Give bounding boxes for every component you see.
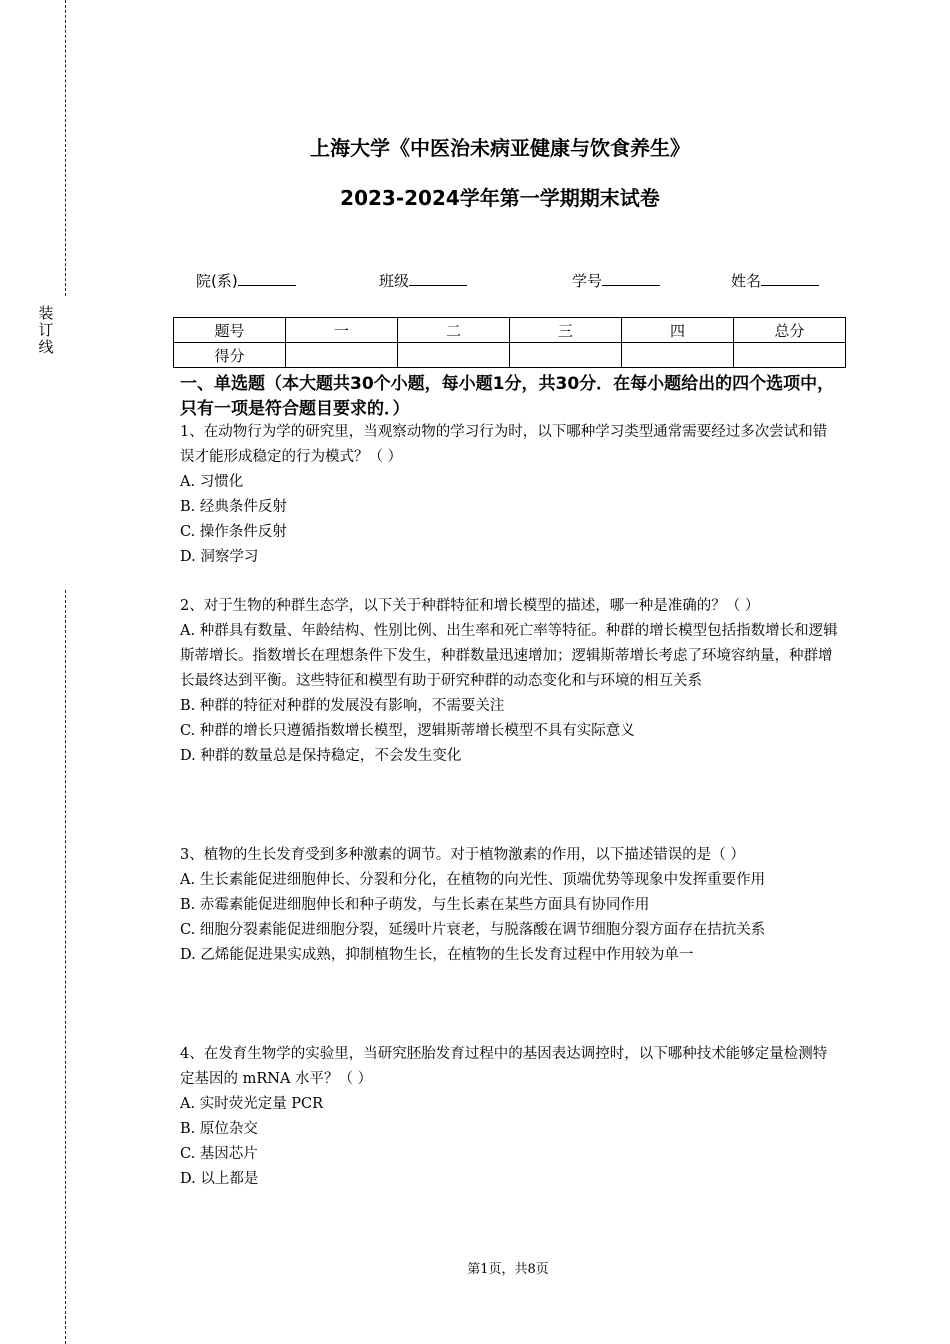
- dept-label: 院(系): [196, 272, 238, 290]
- page-footer: 第1页，共8页: [467, 1262, 549, 1277]
- option-c: C. 种群的增长只遵循指数增长模型，逻辑斯蒂增长模型不具有实际意义: [180, 723, 635, 739]
- binding-line-bottom: [65, 590, 66, 1344]
- question-stem: 4、在发育生物学的实验里，当研究胚胎发育过程中的基因表达调控时，以下哪种技术能够定量检测特定基因的 mRNA 水平？（ ）: [180, 1046, 828, 1087]
- option-a: A. 习惯化: [180, 474, 244, 490]
- option-a: A. 实时荧光定量 PCR: [180, 1096, 324, 1112]
- class-field[interactable]: [379, 270, 467, 291]
- score-header-cell: 三: [510, 318, 622, 343]
- student-id-label: 学号: [572, 272, 603, 290]
- question-stem: 3、植物的生长发育受到多种激素的调节。对于植物激素的作用，以下描述错误的是（ ）: [180, 847, 745, 863]
- name-field[interactable]: [731, 270, 819, 291]
- binding-label: [36, 305, 56, 356]
- binding-char: 线: [38, 338, 54, 356]
- option-d: D. 洞察学习: [180, 549, 259, 565]
- score-header-cell: 二: [398, 318, 510, 343]
- option-b: B. 原位杂交: [180, 1121, 258, 1137]
- name-label: 姓名: [731, 272, 762, 290]
- question-3: [180, 843, 840, 968]
- score-cell[interactable]: [622, 343, 734, 368]
- exam-title: 上海大学《中医治未病亚健康与饮食养生》: [310, 136, 690, 160]
- student-id-field[interactable]: [572, 270, 660, 291]
- exam-subtitle: 2023-2024学年第一学期期末试卷: [340, 186, 660, 210]
- question-4: [180, 1042, 840, 1192]
- score-table-header-row: [174, 318, 846, 343]
- binding-char: 装: [38, 304, 54, 322]
- option-a: A. 种群具有数量、年龄结构、性别比例、出生率和死亡率等特征。种群的增长模型包括指数增长和逻辑斯蒂增长。指数增长在理想条件下发生，种群数量迅速增加；逻辑斯蒂增长考虑了环境容纳量，种群增长最终达到平衡。这些特征和模型有助于研究种群的动态变化和与环境的相互关系: [180, 623, 838, 689]
- score-table: [173, 317, 846, 368]
- score-header-cell: 四: [622, 318, 734, 343]
- question-stem: 2、对于生物的种群生态学，以下关于种群特征和增长模型的描述，哪一种是准确的？（ ）: [180, 598, 760, 614]
- score-cell[interactable]: [734, 343, 846, 368]
- score-header-cell: 总分: [734, 318, 846, 343]
- option-c: C. 细胞分裂素能促进细胞分裂，延缓叶片衰老，与脱落酸在调节细胞分裂方面存在拮抗关系: [180, 922, 766, 938]
- binding-char: 订: [38, 321, 54, 339]
- option-b: B. 经典条件反射: [180, 499, 287, 515]
- question-2: [180, 594, 840, 769]
- class-label: 班级: [379, 272, 410, 290]
- dept-field[interactable]: [196, 270, 296, 291]
- score-cell[interactable]: [398, 343, 510, 368]
- option-b: B. 种群的特征对种群的发展没有影响，不需要关注: [180, 698, 505, 714]
- score-table-score-row: [174, 343, 846, 368]
- section-heading: 一、单选题（本大题共30个小题，每小题1分，共30分．在每小题给出的四个选项中，只有一项是符合题目要求的．）: [180, 374, 835, 419]
- score-row-label: 得分: [174, 343, 286, 368]
- option-d: D. 种群的数量总是保持稳定，不会发生变化: [180, 748, 462, 764]
- option-c: C. 基因芯片: [180, 1146, 258, 1162]
- question-stem: 1、在动物行为学的研究里，当观察动物的学习行为时，以下哪种学习类型通常需要经过多次尝试和错误才能形成稳定的行为模式？（ ）: [180, 424, 828, 465]
- option-a: A. 生长素能促进细胞伸长、分裂和分化，在植物的向光性、顶端优势等现象中发挥重要作用: [180, 872, 766, 888]
- score-header-cell: 一: [286, 318, 398, 343]
- score-cell[interactable]: [286, 343, 398, 368]
- option-b: B. 赤霉素能促进细胞伸长和种子萌发，与生长素在某些方面具有协同作用: [180, 897, 650, 913]
- score-header-cell: 题号: [174, 318, 286, 343]
- option-d: D. 乙烯能促进果实成熟，抑制植物生长，在植物的生长发育过程中作用较为单一: [180, 947, 694, 963]
- score-cell[interactable]: [510, 343, 622, 368]
- option-d: D. 以上都是: [180, 1171, 259, 1187]
- question-1: [180, 420, 840, 570]
- option-c: C. 操作条件反射: [180, 524, 287, 540]
